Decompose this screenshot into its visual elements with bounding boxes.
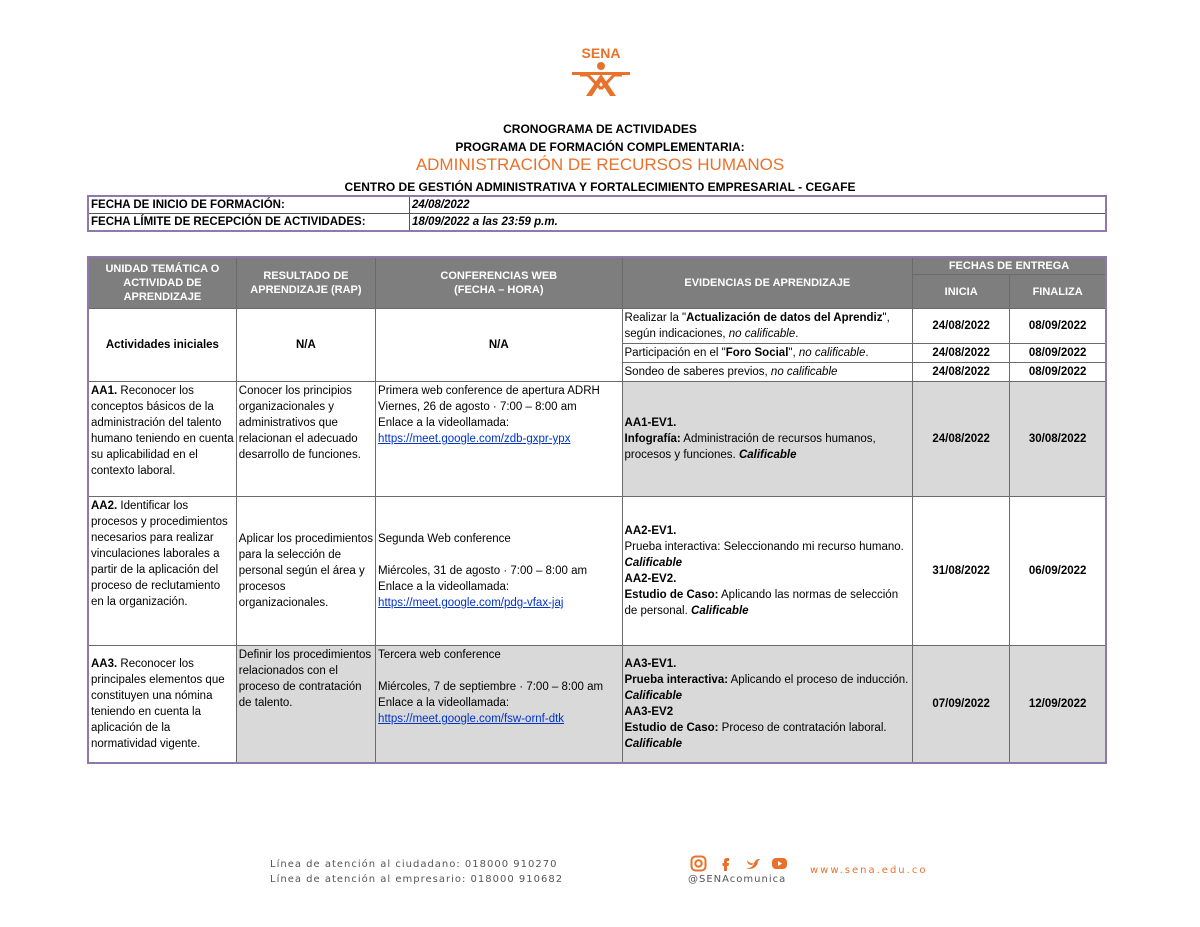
col-header-rap: RESULTADO DE APRENDIZAJE (RAP) [236, 257, 375, 309]
deadline-value: 18/09/2022 a las 23:59 p.m. [410, 214, 1107, 232]
col-header-unit: UNIDAD TEMÁTICA O ACTIVIDAD DE APRENDIZAJE [88, 257, 236, 309]
initial-start-3: 24/08/2022 [913, 363, 1010, 382]
initial-unit: Actividades iniciales [88, 309, 236, 382]
aa2-web: Segunda Web conference Miércoles, 31 de agosto · 7:00 – 8:00 am Enlace a la videollamada: https://meet.google.com/pdg-vfax-jaj [376, 497, 622, 646]
program-type: PROGRAMA DE FORMACIÓN COMPLEMENTARIA: [455, 140, 745, 154]
social-icons [690, 855, 788, 872]
social-handle: @SENAcomunica [688, 874, 787, 885]
aa1-rap: Conocer los principios organizacionales y administrativos que relacionan el adecuado desarrollo de funciones. [236, 382, 375, 497]
facebook-icon[interactable] [717, 855, 734, 872]
aa3-rap: Definir los procedimientos relacionados con el proceso de contratación de talento. [236, 646, 375, 763]
col-header-evidence: EVIDENCIAS DE APRENDIZAJE [622, 257, 913, 309]
business-line: Línea de atención al empresario: 018000 910682 [270, 874, 564, 885]
aa1-end: 30/08/2022 [1010, 382, 1106, 497]
start-date-label: FECHA DE INICIO DE FORMACIÓN: [88, 196, 410, 214]
aa2-end: 06/09/2022 [1010, 497, 1106, 646]
start-date-value: 24/08/2022 [410, 196, 1107, 214]
col-header-dates: FECHAS DE ENTREGA [913, 257, 1106, 275]
activities-table [87, 256, 1107, 764]
youtube-icon[interactable] [771, 855, 788, 872]
twitter-icon[interactable] [744, 855, 761, 872]
contact-lines [270, 857, 563, 887]
citizen-line: Línea de atención al ciudadano: 018000 910270 [270, 859, 558, 870]
aa2-unit: AA2. Identificar los procesos y procedimientos necesarios para realizar vinculaciones laborales a partir de la aplicación del proceso de reclutamiento en la organización. [88, 497, 236, 646]
col-header-start: INICIA [913, 275, 1010, 309]
initial-web: N/A [376, 309, 622, 382]
program-name: ADMINISTRACIÓN DE RECURSOS HUMANOS [415, 155, 785, 174]
aa3-web: Tercera web conference Miércoles, 7 de septiembre · 7:00 – 8:00 am Enlace a la videollamada: https://meet.google.com/fsw-ornf-dtk [376, 646, 622, 763]
table-row [88, 646, 1106, 763]
deadline-label: FECHA LÍMITE DE RECEPCIÓN DE ACTIVIDADES: [88, 214, 410, 232]
col-header-end: FINALIZA [1010, 275, 1106, 309]
initial-rap: N/A [236, 309, 375, 382]
aa3-evidence: AA3-EV1. Prueba interactiva: Aplicando el proceso de inducción. Calificable AA3-EV2 Estudio de Caso: Proceso de contratación laboral. Calificable [622, 646, 913, 763]
svg-text:SENA: SENA [581, 45, 621, 61]
initial-end-3: 08/09/2022 [1010, 363, 1106, 382]
initial-evidence-1: Realizar la "Actualización de datos del Aprendiz", según indicaciones, no calificable. [622, 309, 913, 344]
aa1-web: Primera web conference de apertura ADRH Viernes, 26 de agosto · 7:00 – 8:00 am Enlace a la videollamada: https://meet.google.com/zdb-gxpr-ypx [376, 382, 622, 497]
initial-start-1: 24/08/2022 [913, 309, 1010, 344]
aa3-start: 07/09/2022 [913, 646, 1010, 763]
instagram-icon[interactable] [690, 855, 707, 872]
aa2-meet-link[interactable]: https://meet.google.com/pdg-vfax-jaj [378, 597, 564, 609]
aa2-rap: Aplicar los procedimientos para la selección de personal según el área y procesos organizacionales. [236, 497, 375, 646]
col-header-web: CONFERENCIAS WEB (FECHA – HORA) [376, 257, 622, 309]
aa1-evidence: AA1-EV1. Infografía: Administración de recursos humanos, procesos y funciones. Calificable [622, 382, 913, 497]
initial-evidence-3: Sondeo de saberes previos, no calificable [622, 363, 913, 382]
initial-start-2: 24/08/2022 [913, 344, 1010, 363]
initial-evidence-2: Participación en el "Foro Social", no calificable. [622, 344, 913, 363]
website-link[interactable]: www.sena.edu.co [810, 865, 928, 876]
aa1-unit: AA1. Reconocer los conceptos básicos de la administración del talento humano teniendo en cuenta su aplicabilidad en el contexto laboral. [88, 382, 236, 497]
initial-end-2: 08/09/2022 [1010, 344, 1106, 363]
aa3-end: 12/09/2022 [1010, 646, 1106, 763]
sena-logo [566, 44, 636, 100]
schedule-title: CRONOGRAMA DE ACTIVIDADES [503, 122, 697, 136]
initial-end-1: 08/09/2022 [1010, 309, 1106, 344]
aa2-evidence: AA2-EV1. Prueba interactiva: Seleccionando mi recurso humano. Calificable AA2-EV2. Estudio de Caso: Aplicando las normas de selección de personal. Calificable [622, 497, 913, 646]
table-row [88, 382, 1106, 497]
aa1-start: 24/08/2022 [913, 382, 1010, 497]
aa3-meet-link[interactable]: https://meet.google.com/fsw-ornf-dtk [378, 713, 565, 725]
aa2-start: 31/08/2022 [913, 497, 1010, 646]
dates-info-table [87, 195, 1107, 232]
table-row [88, 309, 1106, 344]
table-row [88, 497, 1106, 646]
aa1-meet-link[interactable]: https://meet.google.com/zdb-gxpr-ypx [378, 433, 571, 445]
aa3-unit: AA3. Reconocer los principales elementos que constituyen una nómina teniendo en cuenta la aplicación de la normatividad vigente. [88, 646, 236, 763]
training-center: CENTRO DE GESTIÓN ADMINISTRATIVA Y FORTALECIMIENTO EMPRESARIAL - CEGAFE [344, 180, 856, 194]
